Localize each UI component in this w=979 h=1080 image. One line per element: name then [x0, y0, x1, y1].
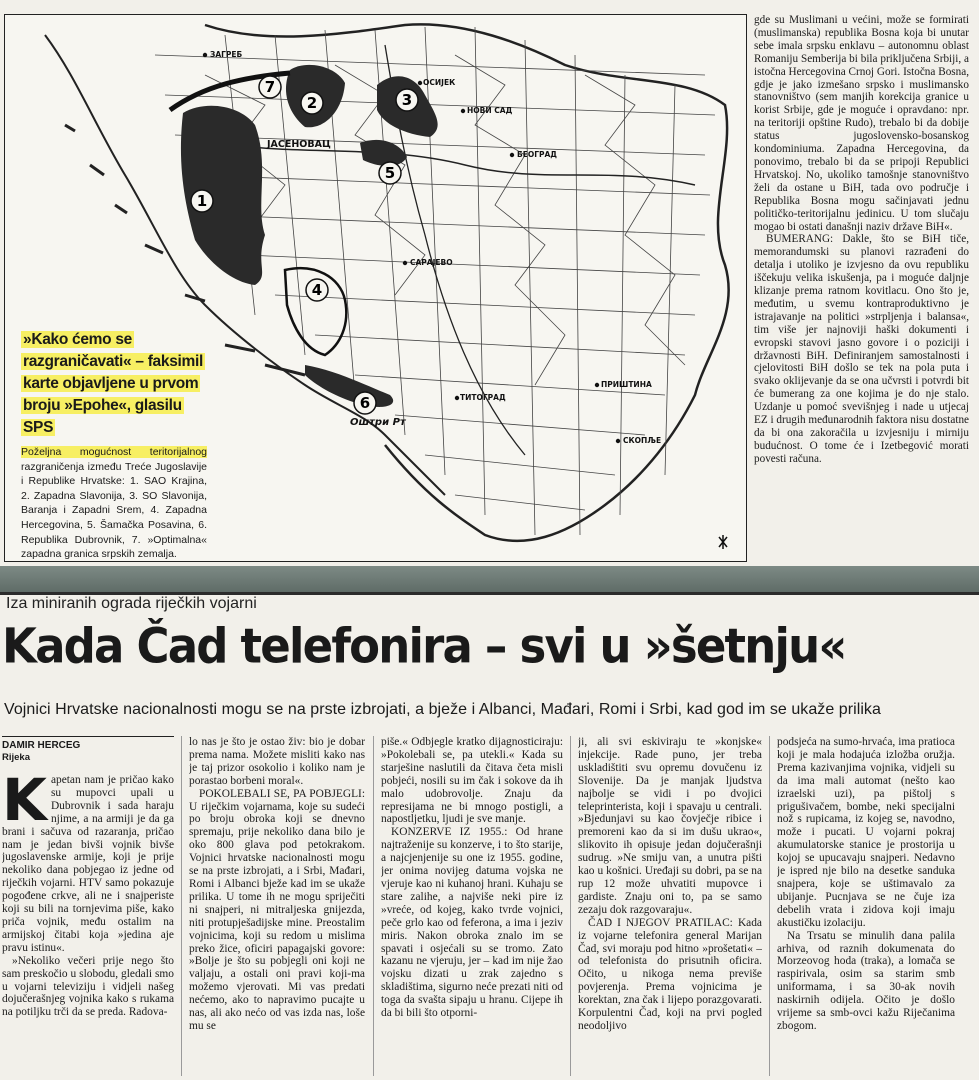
city-beograd: БЕОГРАД: [517, 150, 557, 159]
region-6-dubrovnik: [305, 365, 393, 407]
column-4-paragraph-1: ji, ali svi eskiviraju te »konjske« injekcije. Rade puno, jer treba uskladištiti svu opremu dovučenu iz Slovenije. Da je manjak ljudstva najbolje se vidi i po dvojici teleprinterista, koji i spavaju u centrali. »Bjedunjavi su kao čovječje ribice i premoreni kao da si im dušu ukrao«, slikovito ih opisuje jedan dojučerašnji sudrug. »Ne smiju van, a unutra pišti kao u košnici. Uređaji su dobri, pa se na rup 12 može uhvatiti mupovce i gardiste. Znaju oni to, pa se samo zezaju dok razgovaraju«.: [578, 736, 762, 916]
byline-author: DAMIR HERCEG: [2, 736, 174, 752]
article-column-5: [777, 736, 955, 1078]
marker-4: 4: [311, 281, 323, 299]
article-column-2: [189, 736, 365, 1078]
label-ostri-rt: Оштри Рт: [350, 417, 406, 428]
caption-text: razgraničenja između Treće Jugoslavije i Republike Hrvatske: 1. SAO Krajina, 2. Zapadna Slavonija, 3. SO Slavonija, Baranja i Zapadni Srem, 4. Zapadna Hercegovina, 5. Šamačka Posavina, 6. Republika Dubrovnik, 7. »Optimalna« zapadna granica srpskih zemalja.: [21, 460, 207, 561]
drop-cap: K: [2, 766, 47, 834]
municipal-borders: [155, 27, 715, 535]
previous-article-column: [754, 14, 969, 589]
city-skopje: СКОПЉЕ: [623, 436, 662, 445]
column-5-paragraph-1: podsjeća na sumo-hrvaća, ima pratioca koji je mala hodajuća izložba oružja. Prema kazivanjima vojnika, vidjeli su da ima mali automat (nešto kao izraelski uzi), pa pištolj s prigušivačem, bombe, neki specijalni nož s rupicama, iz kojeg se, navodno, može i pucati. U vojarni pokraj akumulatorske stanice je prostorija u kojoj se upucavaju snajperi. Nedavno je ispred nje bilo na desetke sanduka snajpera, koje se uštimavalo za ubijanje. Pucnjava se ne čuje iza debelih vrata i zidova koji imaju akustičku izolaciju.: [777, 736, 955, 929]
article-headline: Kada Čad telefonira – svi u »šetnju«: [2, 618, 846, 675]
map-caption: [21, 329, 207, 562]
article-column-4: [578, 736, 762, 1078]
city-labels: [210, 50, 661, 445]
marker-1: 1: [196, 192, 208, 210]
city-novi-sad: НОВИ САД: [467, 106, 513, 115]
byline-place: Rijeka: [2, 752, 30, 763]
caption-lead: Poželjna mogućnost teritorijalnog: [21, 446, 207, 458]
column-3-paragraph-1: piše.« Odbjegle kratko dijagnosticiraju: »Pokolebali se, pa utekli.« Kada su starješine naslutili da čitava četa misli pobjeći, nosili su im čak i sokove da ih malo udobrovolje. Znaju da represijama ne bi mnogo postigli, a napostljetku, ljudi je sve manje.: [381, 736, 563, 826]
caption-title-line-2: razgraničavati« – faksimil: [23, 353, 204, 370]
column-2-paragraph-2: POKOLEBALI SE, PA POBJEGLI: U riječkim vojarnama, koje su sudeći po broju obroka koji se dnevno spremaju, prije nekoliko dana bilo je oko 800 glava pod petokrakom. Vojnici hrvatske nacionalnosti mogu se na prste izbrojati, a i Srbi, Mađari, Romi i Albanci bježe kad im se ukaže prilika. U tome ih ne mogu spriječiti ni snajperi, ni mitraljeska gnijezda, niti protupješadijske mine. Preostalim vojnicima, koji su redom u mislima preko žice, oficiri papagajski govore: »Bolje je što su pobjegli oni koji ne valjaju, a ostali oni pravi koji-ma možemo vjerovati. Mi vas predati nećemo, ako to napravimo pucajte u nas, ali ako nećo od vas izda nas, loše mu se: [189, 787, 365, 1032]
outer-border: [205, 24, 729, 541]
city-pristina: ПРИШТИНА: [601, 380, 652, 389]
marker-3: 3: [401, 91, 413, 109]
column-3-paragraph-2: KONZERVE IZ 1955.: Od hrane najtraženije su konzerve, i to što starije, a najcjenjenije su one iz 1955. godine, jer onima novijeg datuma vojska ne vjeruje kao ni kuhanoj hrani. Kuhaju se stare zalihe, a najviše neki pire iz »vreće, od kojeg, kako tvrde vojnici, peče grlo kao od feferona, a ima i jeziv miris. Nakon obroka znalo im se spavati i osjećali su se tromo. Zato kazanu ne vjeruju, jer – kad im nije žao vojsku dizati u zrak zajedno s skladištima, sigurno neće prezati niti od toga da svašta sipaju u hranu. Cijepe ih da bi bili što otporni-: [381, 826, 563, 1020]
map-facsimile: [4, 14, 747, 562]
marker-2: 2: [306, 94, 318, 112]
column-1-paragraph-1: apetan nam je pričao kako su mupovci upali u Dubrovnik i sada haraju njime, a na armiji je da ga brani i sačuva od razaranja, pričao nam je jedan bivši vojnik bivše jugoslavenske armije, koji je prije nekoliko dana pobjegao iz jedne od riječkih vojarni. HTV samo pokazuje pogođene crkve, ali ne i snajperiste koji su bili na tornjevima piše, kako priča vojnik, među ostalim na armijskoj čitabi koja »jedina aje pravu istinu«.: [2, 774, 174, 954]
column-4-paragraph-2: ČAD I NJEGOV PRATILAC: Kada iz vojarne telefonira general Marijan Čad, svi moraju pod hitno »prošetati« – od telefonista do prisutnih oficira. Očito, u nikoga nema previše povjerenja. Prema vojnicima je korektan, zna čak i lijepo porazgovarati. Korpulentni Čad, koji na prvi pogled neodoljivo: [578, 916, 762, 1032]
column-rule: [570, 736, 571, 1076]
caption-body: [21, 445, 207, 562]
column-2-paragraph-1: lo nas je što je ostao živ: bio je dobar prema nama. Možete misliti kako nas je taj prizor osokolio i koliko nam je porastao borbeni moral«.: [189, 736, 365, 787]
caption-title-line-4: broju »Epohe«, glasilu SPS: [23, 397, 182, 436]
article-column-3: [381, 736, 563, 1078]
article-deck: Vojnici Hrvatske nacionalnosti mogu se na prste izbrojati, a bježe i Albanci, Mađari, Romi i Srbi, kad god im se ukaže prilika: [4, 701, 881, 718]
right-col-paragraph-1: gde su Muslimani u većini, može se formirati (muslimanska) republika Bosna koja bi unutar sebe imala srpsku enklavu – autonomnu oblast Romaniju Semberija bi bila priključena Srbiji, a istočna Hercegovina Crnoj Gori. Istočna Bosna, gdje je jako izmešano srpsko i muslimansko stanovništvo (sem manjih korekcija granice u korist Srbije, gde je moguće i opravdano: npr. na teritoriji opštine Rudo), trebalo bi da dobije status jugoslovensko-bosanskog kondominiuma. Zapadna Hercegovina, da ponovimo, trebalo bi da se pripoji Republici Hrvatskoj. No, ukoliko tamošnje stanovništvo želi da ostane u BiH, tada ovo područje i Republika Bosna mogu sačinjavati jednu političko-teritorijalnu jedinicu. U tom slučaju mogao bi ostati današnji naziv države BiH«.: [754, 14, 969, 233]
column-5-paragraph-2: Na Trsatu se minulih dana palila arhiva, od raznih dokumenata do Morzeovog hoda (traka), a lomača se raspirivala, osim sa starim smb uniformama, i sa 30-ak novih naskirnih odijela. Očito je došlo vrijeme sa smb-ovci kažu Riječanima zbogom.: [777, 929, 955, 1032]
section-band: [0, 566, 979, 592]
city-osijek: ОСИЈЕК: [423, 78, 456, 87]
column-1-paragraph-2: »Nekoliko večeri prije nego što sam preskočio u slobodu, gledali smo u vojarni televiziju i vidjeli našeg dojučerašnjeg vojnika kako s rukama na potiljku trči da se preda. Radova-: [2, 954, 174, 1019]
right-col-paragraph-bumerang: BUMERANG: Dakle, što se BiH tiče, memorandumski su planovi razrađeni do detalja i utoliko je izvjesno da ovu republiku iščekuju velika iskušenja, pa i moguće daljnje klizanje prema ratnom kovitlacu. Ono što je, međutim, u svemu kontraproduktivno je istrajavanje na politici »strpljenja i balansa«, tim više jer najnoviji haški dokumenti i evropski stavovi jasno govore i o poziciji i državnosti BiH. Definiranjem samostalnosti i cjelovitosti BiH došlo se tek na pola puta i svako oklijevanje da se ona učvrsti i potvrdi bit će bumerang za one kojima je do nje stalo. Uzdanje u pomoć svevišnjeg i nade u utjecaj EZ i drugih međunarodnih faktora nisu dostatne da bi ona zakoračila u izvjesniju i mirniju budućnost. O tome će i Izetbegović morati povesti računa.: [754, 233, 969, 465]
city-sarajevo: САРАЈЕВО: [410, 258, 453, 267]
marker-6: 6: [359, 394, 371, 412]
caption-title-line-3: karte objavljene u prvom: [23, 375, 199, 392]
column-rule: [769, 736, 770, 1076]
article-kicker: Iza miniranih ograda riječkih vojarni: [6, 595, 257, 612]
city-titograd: ТИТОГРАД: [460, 393, 506, 402]
article-column-1: [2, 736, 174, 1078]
city-zagreb: ЗАГРЕБ: [210, 50, 243, 59]
city-jasenovac: ЈАСЕНОВАЦ: [267, 139, 331, 150]
marker-5: 5: [384, 164, 396, 182]
column-rule: [181, 736, 182, 1076]
marker-7: 7: [264, 78, 276, 96]
column-rule: [373, 736, 374, 1076]
caption-title-line-1: »Kako ćemo se: [23, 331, 132, 348]
caption-title: [21, 329, 207, 439]
